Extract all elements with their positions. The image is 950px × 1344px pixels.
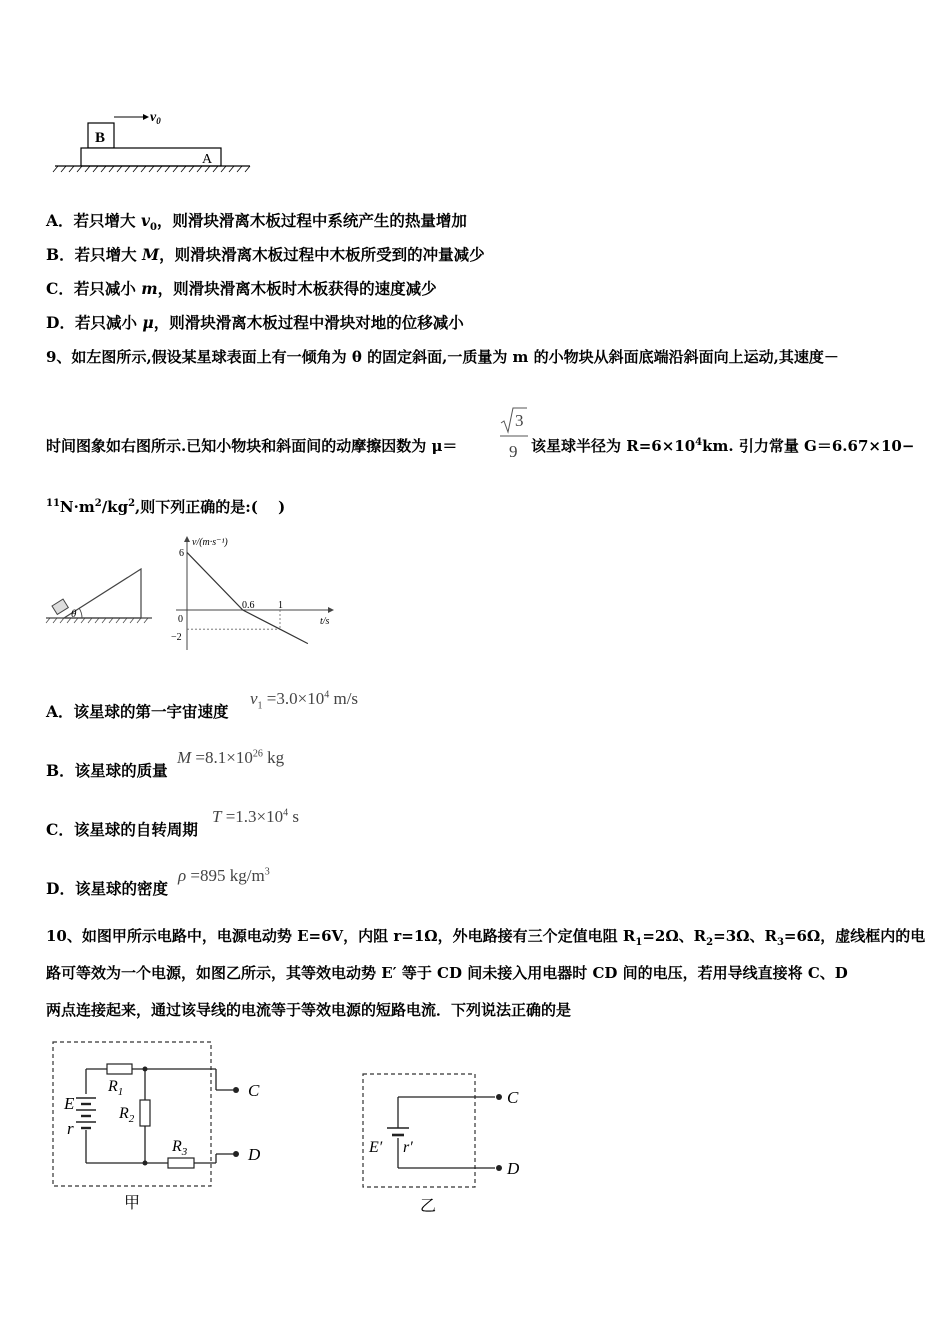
label-c: C	[248, 1081, 260, 1100]
circuit-b-figure	[355, 1066, 545, 1221]
small-block	[52, 599, 68, 614]
board-a-label: A	[202, 152, 213, 167]
tick-label-1: 1	[278, 600, 283, 611]
q9-option-c-formula: $T =1.3\times 10^4$ s	[212, 807, 300, 826]
tick-label-6: 6	[179, 548, 184, 559]
label-rprime: r′	[403, 1139, 413, 1156]
label-r: r	[67, 1119, 74, 1138]
q10-line3: 两点连接起来，通过该导线的电流等于等效电源的短路电流．下列说法正确的是	[46, 1001, 572, 1019]
q8-option-a: A．若只增大 $v_0$，则滑块滑离木板过程中系统产生的热量增加	[46, 211, 467, 234]
theta-label: θ	[71, 608, 77, 620]
q9-option-b-formula: $M =8.1\times 10^{26}$ kg	[177, 748, 285, 767]
junction-top	[143, 1067, 148, 1072]
q10-line1: 10、如图甲所示电路中，电源电动势 E=6V，内阻 r=1Ω，外电路接有三个定值电阻 $R_1=2\Omega$、$R_2=3\Omega$、$R_3=6\Omega$，虚线框内的电	[46, 927, 926, 948]
label-r2: $R_2$	[119, 1105, 135, 1125]
label-d: D	[248, 1145, 261, 1164]
x-axis-label: t/s	[320, 616, 330, 627]
junction-bottom	[143, 1161, 148, 1166]
q9-option-d: D．该星球的密度	[46, 879, 168, 898]
frac-den: 9	[509, 442, 518, 461]
block-b-label: B	[95, 130, 106, 146]
q9-option-c: C．该星球的自转周期	[46, 820, 198, 839]
caption-yi: 乙	[420, 1198, 437, 1215]
q9-line1: 9、如左图所示,假设某星球表面上有一倾角为 θ 的固定斜面,一质量为 m 的小物块从斜面底端沿斜面向上运动,其速度－	[46, 348, 839, 366]
label-eprime: E′	[369, 1139, 383, 1156]
velocity-arrowhead	[143, 114, 149, 120]
terminal-d2	[496, 1165, 502, 1171]
tick-label-m2: −2	[171, 632, 182, 643]
q9-option-b: B．该星球的质量	[46, 761, 168, 780]
label-c2: C	[507, 1088, 519, 1107]
label-e: E	[64, 1094, 75, 1113]
y-axis-label: v/(m·s⁻¹)	[192, 537, 228, 548]
caption-jia: 甲	[124, 1195, 141, 1212]
q9-option-a: A．该星球的第一宇宙速度	[46, 702, 229, 721]
q9-option-a-formula: $v_1 =3.0\times 10^4$ m/s	[250, 689, 359, 712]
q8-option-d: D．若只减小 μ，则滑块滑离木板过程中滑块对地的位移减小	[46, 313, 464, 332]
q8-option-b: B．若只增大 M，则滑块滑离木板过程中木板所受到的冲量减少	[46, 245, 485, 264]
resistor-r3	[168, 1158, 194, 1168]
board-a	[81, 148, 221, 166]
mu-fraction	[498, 405, 530, 463]
terminal-c2	[496, 1094, 502, 1100]
q9-option-d-formula: ρ =895 $kg/m^3$	[178, 866, 270, 885]
tick-label-0: 0	[178, 614, 183, 625]
velocity-series-line	[187, 552, 308, 643]
resistor-r1	[107, 1064, 132, 1074]
terminal-c	[233, 1087, 239, 1093]
x-axis-arrow	[328, 607, 334, 613]
label-r3: $R_3$	[172, 1138, 188, 1158]
battery-eprime	[387, 1128, 409, 1135]
velocity-label: $v_0$	[150, 110, 161, 126]
resistor-r2	[140, 1100, 150, 1126]
terminal-d	[233, 1151, 239, 1157]
circuit-a-figure	[48, 1038, 288, 1218]
q8-option-c: C．若只减小 m，则滑块滑离木板时木板获得的速度减少	[46, 279, 437, 298]
frac-num: 3	[515, 411, 524, 430]
q9-line2-post: 该星球半径为 $R=6\times 10^4km$. 引力常量 G＝6.67×10−	[531, 437, 915, 455]
q10-line2: 路可等效为一个电源，如图乙所示，其等效电动势 E′ 等于 CD 间未接入用电器时 CD 间的电压，若用导线直接将 C、D	[46, 964, 848, 982]
q9-line2-pre: 时间图象如右图所示.已知小物块和斜面间的动摩擦因数为 μ＝	[46, 437, 458, 455]
tick-label-0.6: 0.6	[242, 600, 255, 611]
vt-graph	[168, 532, 338, 657]
q9-line3: $^{11}N\cdot m^2/kg^2$,则下列正确的是:( )	[46, 498, 286, 516]
block-board-figure	[50, 105, 260, 180]
label-r1: $R_1$	[108, 1078, 124, 1098]
incline-figure	[44, 560, 159, 630]
y-axis-arrow	[184, 536, 190, 542]
label-d2: D	[507, 1159, 520, 1178]
battery-e	[76, 1098, 96, 1128]
circuit-b-dashed-box	[363, 1074, 475, 1187]
